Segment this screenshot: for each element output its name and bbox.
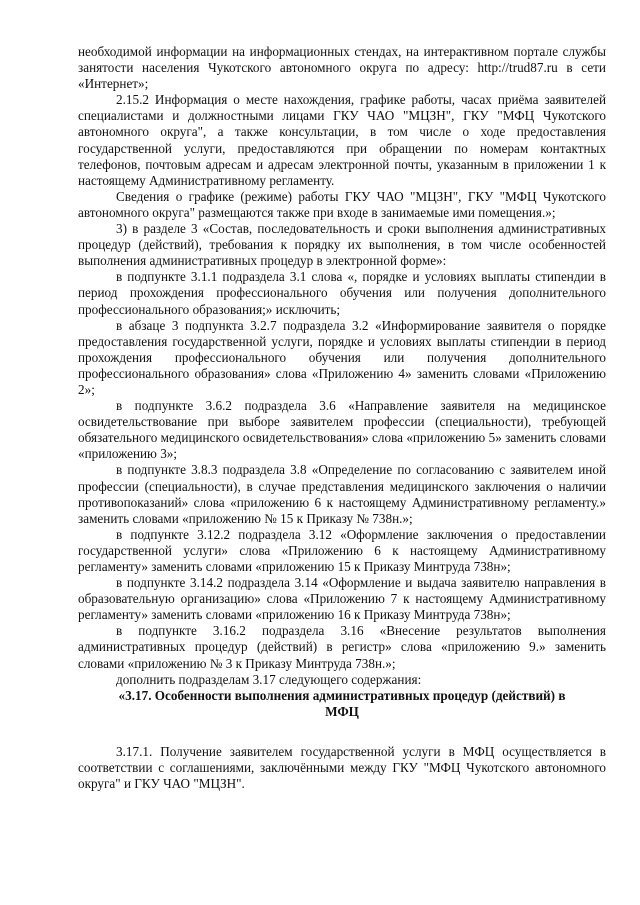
paragraph-3-6-2: в подпункте 3.6.2 подраздела 3.6 «Направление заявителя на медицинское освидетельствование при выборе заявителем профессии (специальности), требующей обязательного медицинского освидетельствования» слова «приложению 5» заменить словами «приложению 3»; — [78, 398, 606, 462]
paragraph-3-17-1: 3.17.1. Получение заявителем государственной услуги в МФЦ осуществляется в соответствии с соглашениями, заключёнными между ГКУ "МФЦ Чукотского автономного округа" и ГКУ ЧАО "МЦЗН". — [78, 743, 606, 791]
paragraph-3-1-1: в подпункте 3.1.1 подраздела 3.1 слова «, порядке и условиях выплаты стипендии в период прохождения профессионального обучения или получения дополнительного профессионального образования;» исключить; — [78, 269, 606, 317]
section-heading-3-17: «3.17. Особенности выполнения административных процедур (действий) в МФЦ — [118, 687, 566, 719]
document-page — [78, 44, 606, 792]
paragraph-add-3-17: дополнить подразделам 3.17 следующего содержания: — [116, 671, 422, 687]
paragraph-3-12-2: в подпункте 3.12.2 подраздела 3.12 «Оформление заключения о предоставлении государственной услуги» слова «Приложению 6 к настоящему Административному регламенту» заменить словами «приложению 15 к Приказу Минтруда 738н»; — [78, 526, 606, 574]
paragraph-3-14-2: в подпункте 3.14.2 подраздела 3.14 «Оформление и выдача заявителю направления в образовательную организацию» слова «Приложению 7 к настоящему Административному регламенту» заменить словами «приложению 16 к Приказу Минтруда 738н»; — [78, 575, 606, 623]
paragraph-continuation: необходимой информации на информационных стендах, на интерактивном портале службы занятости населения Чукотского автономного округа по адресу: http://trud87.ru в сети «Интернет»; — [78, 44, 606, 92]
paragraph-3-2-7: в абзаце 3 подпункта 3.2.7 подраздела 3.2 «Информирование заявителя о порядке предоставления государственной услуги, порядке и условиях выплаты стипендии в период прохождения профессионального обучения или получения дополнительного профессионального образования» слова «Приложению 4» заменить словами «Приложению 2»; — [78, 317, 606, 397]
paragraph-schedule-info: Сведения о графике (режиме) работы ГКУ ЧАО "МЦЗН", ГКУ "МФЦ Чукотского автономного округа" размещаются также при входе в занимаемые ими помещения.»; — [78, 188, 606, 220]
paragraph-3-8-3: в подпункте 3.8.3 подраздела 3.8 «Определение по согласованию с заявителем иной профессии (специальности), в случае представления медицинского заключения о наличии противопоказаний» слова «приложению 6 к настоящему Административному регламенту.» заменить словами «приложению № 15 к Приказу № 738н.»; — [78, 462, 606, 526]
paragraph-3-16-2: в подпункте 3.16.2 подраздела 3.16 «Внесение результатов выполнения административных процедур (действий) в регистр» слова «приложению 9.» заменить словами «приложению № 3 к Приказу Минтруда 738н.»; — [78, 623, 606, 671]
paragraph-2-15-2: 2.15.2 Информация о месте нахождения, графике работы, часах приёма заявителей специалистами и должностными лицами ГКУ ЧАО "МЦЗН", ГКУ "МФЦ Чукотского автономного округа", а также консультации, в том числе о ходе предоставления государственной услуги, предоставляются при обращении по номерам контактных телефонов, почтовым адресам и адресам электронной почты, указанным в приложении 1 к настоящему Административному регламенту. — [78, 92, 606, 188]
paragraph-section-3: 3) в разделе 3 «Состав, последовательность и сроки выполнения административных процедур (действий), требования к порядку их выполнения, в том числе особенностей выполнения административных процедур в электронной форме»: — [78, 221, 606, 269]
spacer — [78, 720, 606, 744]
